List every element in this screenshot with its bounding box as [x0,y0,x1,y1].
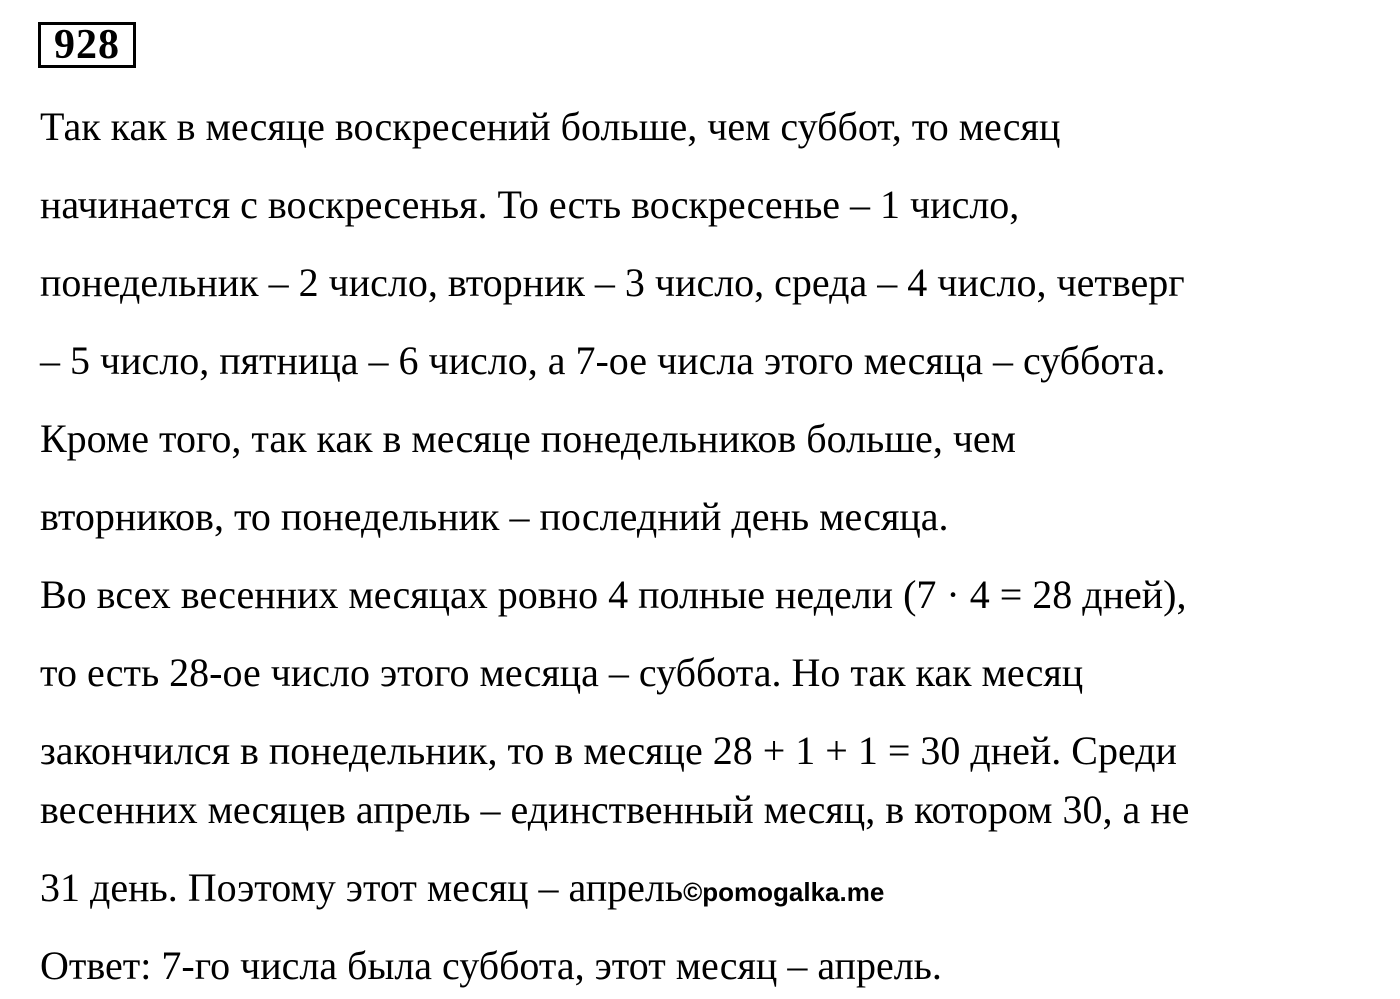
text-line-5: Кроме того, так как в месяце понедельников больше, чем [40,416,1016,461]
text-line-2: начинается с воскресенья. То есть воскресенье – 1 число, [40,182,1020,227]
text-line-7: Во всех весенних месяцах ровно 4 полные недели (7 · 4 = 28 дней), [40,572,1187,617]
text-line-1: Так как в месяце воскресений больше, чем суббот, то месяц [40,104,1061,149]
text-line-3: понедельник – 2 число, вторник – 3 число, среда – 4 число, четверг [40,260,1185,305]
answer-line: Ответ: 7-го числа была суббота, этот месяц – апрель. [40,943,942,988]
problem-number: 928 [38,22,136,68]
text-line-11 [40,864,884,916]
text-line-9: закончился в понедельник, то в месяце 28 + 1 + 1 = 30 дней. Среди [40,728,1177,773]
text-line-8: то есть 28-ое число этого месяца – суббота. Но так как месяц [40,650,1084,695]
text-line-4: – 5 число, пятница – 6 число, а 7-ое числа этого месяца – суббота. [40,338,1166,383]
text-line-11-content: 31 день. Поэтому этот месяц – апрель [40,865,684,910]
text-line-10: весенних месяцев апрель – единственный месяц, в котором 30, а не [40,787,1190,832]
watermark: ©pomogalka.me [683,877,885,907]
text-line-6: вторников, то понедельник – последний день месяца. [40,494,949,539]
